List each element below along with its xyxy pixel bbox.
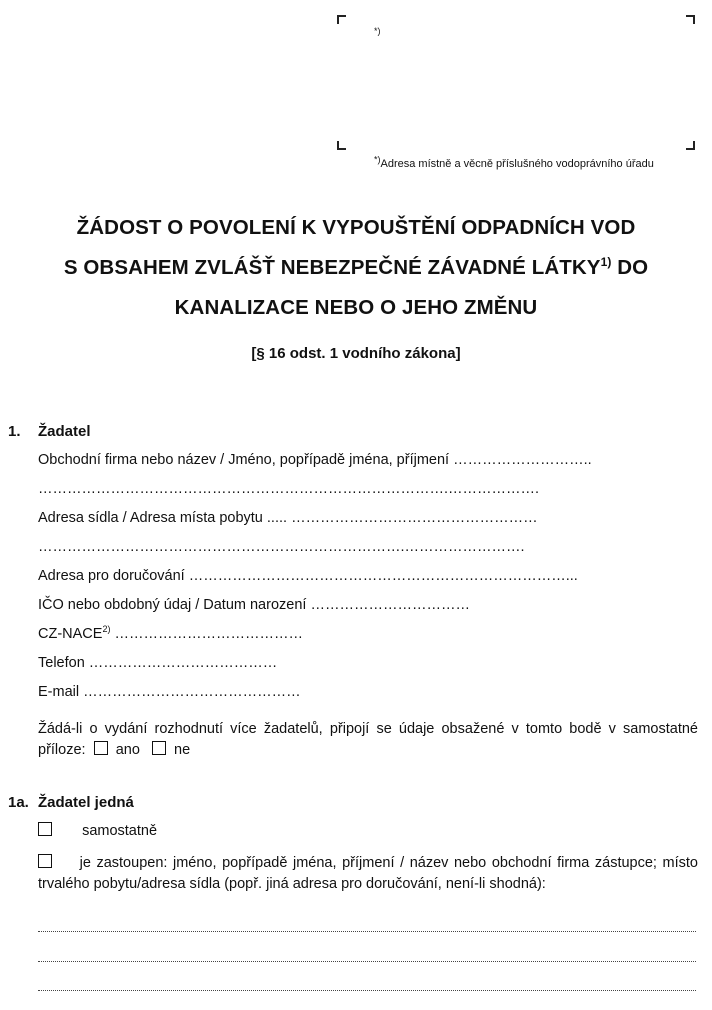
document-title-line1: ŽÁDOST O POVOLENÍ K VYPOUŠTĚNÍ ODPADNÍCH VOD xyxy=(76,216,636,239)
section1a-title: Žadatel jedná xyxy=(38,794,134,811)
document-title-line2-text: S OBSAHEM ZVLÁŠŤ NEBEZPEČNÉ ZÁVADNÉ LÁTKY xyxy=(63,256,601,279)
address-footnote xyxy=(374,154,654,170)
checkbox-self[interactable] xyxy=(38,822,52,836)
field-phone[interactable]: Telefon ………………………………… xyxy=(38,655,278,671)
representative-dotline-2[interactable] xyxy=(38,961,696,962)
address-box-corner-bl xyxy=(337,141,346,150)
checkbox-no-label: ne xyxy=(174,742,191,758)
field-applicant-name[interactable]: Obchodní firma nebo název / Jméno, popřípadě jména, příjmení ……………………….. xyxy=(38,452,592,468)
address-box-marker: *) xyxy=(374,26,381,36)
field-delivery-address[interactable]: Adresa pro doručování ……………………………………………………………………... xyxy=(38,568,578,584)
field-applicant-name-cont[interactable]: ………………………………………………………………………….………………. xyxy=(38,481,540,497)
address-box-corner-br xyxy=(686,141,695,150)
field-ico[interactable]: IČO nebo obdobný údaj / Datum narození …………………………… xyxy=(38,597,470,613)
document-title-line3: KANALIZACE NEBO O JEHO ZMĚNU xyxy=(174,296,538,319)
address-footnote-text: Adresa místně a věcně příslušného vodoprávního úřadu xyxy=(380,158,654,170)
address-box-corner-tr xyxy=(686,15,695,24)
multi-applicant-note xyxy=(38,719,698,761)
field-cz-nace-label: CZ-NACE xyxy=(38,626,103,642)
document-title-line2-end: DO xyxy=(611,256,649,279)
option-represented xyxy=(38,853,698,895)
address-box-corner-tl xyxy=(337,15,346,24)
checkbox-no[interactable] xyxy=(152,741,166,755)
representative-dotline-3[interactable] xyxy=(38,990,696,991)
section1-title: Žadatel xyxy=(38,423,91,440)
field-cz-nace[interactable] xyxy=(38,626,303,642)
representative-dotline-1[interactable] xyxy=(38,931,696,932)
section1a-number: 1a. xyxy=(8,794,29,811)
legal-basis: [§ 16 odst. 1 vodního zákona] xyxy=(251,345,461,362)
document-title-footnote-ref: 1) xyxy=(600,255,612,270)
field-address-cont[interactable]: ………………………………………………………………….……………………. xyxy=(38,539,525,555)
field-cz-nace-footnote-ref: 2) xyxy=(102,624,111,635)
option-self xyxy=(38,822,157,839)
multi-applicant-note-text: Žádá-li o vydání rozhodnutí více žadatelů, připojí se údaje obsažené v tomto bodě v samostatné příloze: xyxy=(38,721,698,758)
section1-number: 1. xyxy=(8,423,21,440)
option-represented-label: je zastoupen: jméno, popřípadě jména, příjmení / název nebo obchodní firma zástupce; místo trvalého pobytu/adresa sídla (popř. jiná adresa pro doručování, není-li shodná): xyxy=(38,855,698,892)
checkbox-represented[interactable] xyxy=(38,854,52,868)
checkbox-yes[interactable] xyxy=(94,741,108,755)
option-self-label: samostatně xyxy=(82,823,158,839)
field-email[interactable]: E-mail ……………………………………… xyxy=(38,684,301,700)
field-cz-nace-dots: ………………………………… xyxy=(110,626,303,642)
address-footnote-marker: *) xyxy=(374,154,381,165)
document-title-line2 xyxy=(0,256,712,280)
checkbox-yes-label: ano xyxy=(115,742,140,758)
field-address[interactable]: Adresa sídla / Adresa místa pobytu ..... …………………………………………… xyxy=(38,510,538,526)
